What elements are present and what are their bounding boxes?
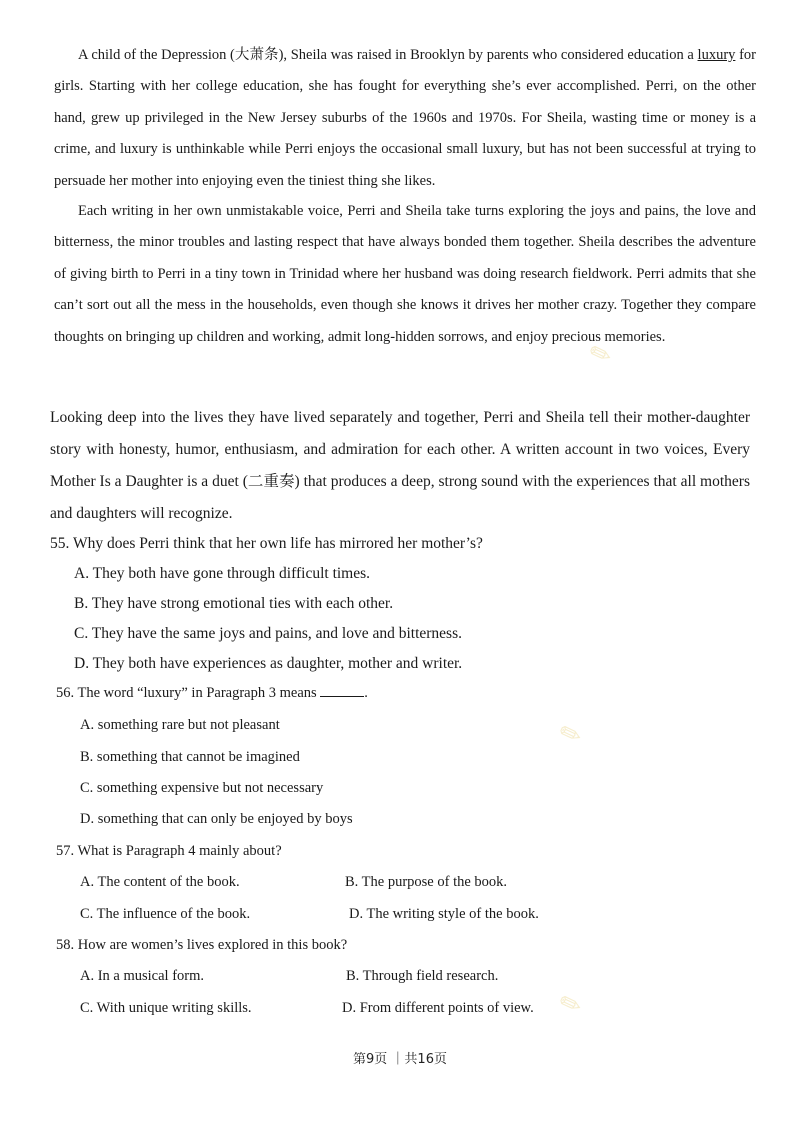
watermark-logo: ✎: [555, 987, 587, 1023]
question-56-stem-text: 56. The word “luxury” in Paragraph 3 means: [56, 685, 317, 701]
watermark-logo: ✎: [585, 337, 617, 373]
question-55-option-a[interactable]: A. They both have gone through difficult times.: [74, 565, 371, 582]
underlined-word-luxury: luxury: [697, 47, 736, 63]
page-number-footer: 第9页 ｜共16页: [353, 1052, 447, 1067]
question-57-option-b[interactable]: B. The purpose of the book.: [345, 874, 508, 890]
question-56-option-d[interactable]: D. something that can only be enjoyed by boys: [80, 811, 353, 827]
paragraph-1: [54, 40, 756, 197]
question-57-option-a[interactable]: A. The content of the book.: [80, 874, 240, 890]
paragraph-3-text: Looking deep into the lives they have lived separately and together, Perri and Sheila tell their mother-daughter story with honesty, humor, enthusiasm, and admiration for each other. A written account in two voices, Every Mother Is a Daughter is a duet (二重奏) that produces a deep, strong sound with the experiences that all mothers and daughters will recognize.: [50, 409, 750, 522]
question-58-stem: 58. How are women’s lives explored in this book?: [56, 937, 348, 953]
question-55-option-b[interactable]: B. They have strong emotional ties with each other.: [74, 595, 394, 612]
paragraph-1-text-start: A child of the Depression (大萧条), Sheila was raised in Brooklyn by parents who considered education a: [78, 47, 698, 63]
question-58-option-d[interactable]: D. From different points of view.: [342, 1000, 534, 1016]
question-57-stem: 57. What is Paragraph 4 mainly about?: [56, 843, 282, 859]
question-56-option-b[interactable]: B. something that cannot be imagined: [80, 749, 300, 765]
question-56-option-c[interactable]: C. something expensive but not necessary: [80, 780, 324, 796]
question-56-stem-end: .: [364, 685, 368, 701]
question-55-option-c[interactable]: C. They have the same joys and pains, and love and bitterness.: [74, 625, 462, 642]
question-57-option-c[interactable]: C. The influence of the book.: [80, 906, 251, 922]
answer-blank: [320, 684, 364, 697]
paragraph-1-text-end: for girls. Starting with her college education, she has fought for everything she’s ever accomplished. Perri, on the other hand, grew up privileged in the New Jersey suburbs of the 1960s and 1970s. For Sheila, wasting time or money is a crime, and luxury is unthinkable while Perri enjoys the occasional small luxury, but has not been successful at trying to persuade her mother into enjoying even the tiniest thing she likes.: [54, 47, 756, 189]
question-56-stem: [56, 683, 368, 703]
paragraph-2: [54, 196, 756, 353]
question-55-option-d[interactable]: D. They both have experiences as daughter, mother and writer.: [74, 655, 463, 672]
question-58-option-b[interactable]: B. Through field research.: [346, 968, 499, 984]
paragraph-3: [50, 402, 750, 530]
paragraph-2-text: Each writing in her own unmistakable voice, Perri and Sheila take turns exploring the joys and pains, the love and bitterness, the minor troubles and lasting respect that have always bonded them together. Sheila describes the adventure of giving birth to Perri in a tiny town in Trinidad where her husband was doing research fieldwork. Perri admits that she can’t sort out all the mess in the households, even though she knows it drives her mother crazy. Together they compare thoughts on bringing up children and working, admit long-hidden sorrows, and enjoy precious memories.: [54, 203, 756, 345]
question-55-stem: 55. Why does Perri think that her own life has mirrored her mother’s?: [50, 535, 483, 552]
question-58-option-a[interactable]: A. In a musical form.: [80, 968, 205, 984]
question-58-option-c[interactable]: C. With unique writing skills.: [80, 1000, 252, 1016]
watermark-logo: ✎: [555, 717, 587, 753]
question-56-option-a[interactable]: A. something rare but not pleasant: [80, 717, 280, 733]
question-57-option-d[interactable]: D. The writing style of the book.: [349, 906, 539, 922]
